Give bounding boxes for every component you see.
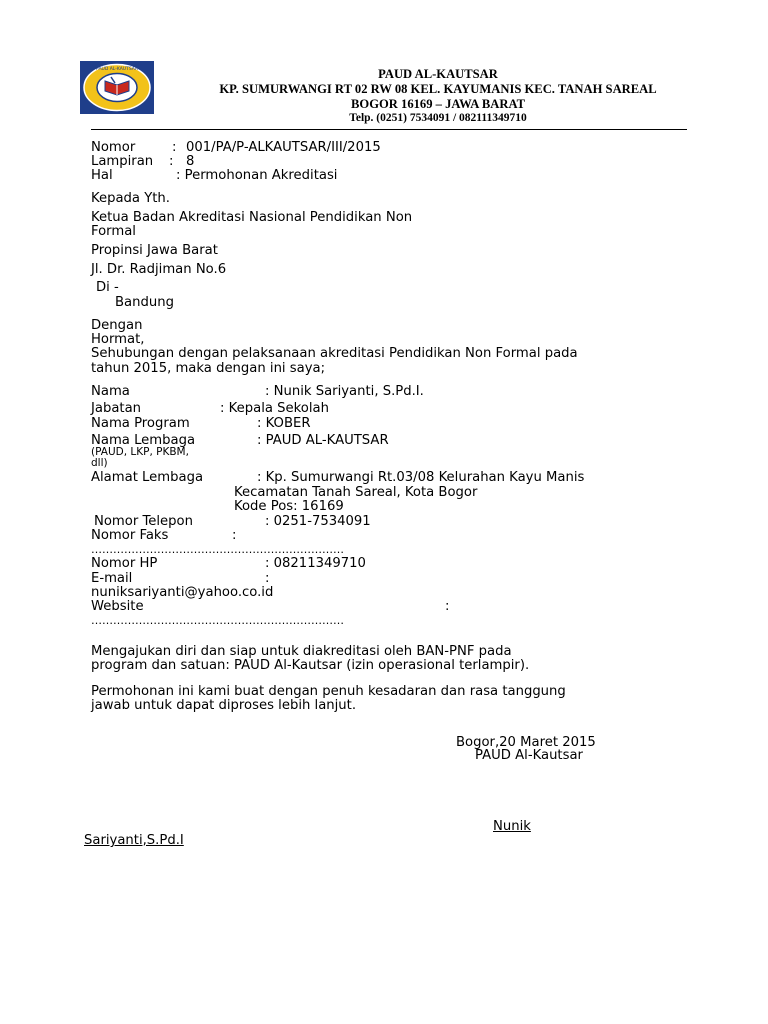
- closing-org: PAUD Al-Kautsar: [475, 748, 583, 763]
- hal-value: : Permohonan Akreditasi: [176, 168, 338, 183]
- opening-l2: Hormat,: [91, 332, 145, 347]
- recipient-line1b: Formal: [91, 224, 136, 239]
- alamat-value1: : Kp. Sumurwangi Rt.03/08 Kelurahan Kayu Manis: [257, 470, 585, 485]
- closing-place-date: Bogor,20 Maret 2015: [456, 735, 596, 750]
- nomor-colon: :: [172, 140, 177, 155]
- faks-label: Nomor Faks: [91, 528, 169, 543]
- alamat-value2: Kecamatan Tanah Sareal, Kota Bogor: [234, 485, 478, 500]
- body-p1a: Mengajukan diri dan siap untuk diakreditasi oleh BAN-PNF pada: [91, 644, 512, 659]
- alamat-label: Alamat Lembaga: [91, 470, 204, 485]
- header-phone: Telp. (0251) 7534091 / 082111349710: [349, 112, 527, 124]
- kepada: Kepada Yth.: [91, 191, 170, 206]
- jabatan-value: : Kepala Sekolah: [220, 401, 329, 416]
- header-address2: BOGOR 16169 – JAWA BARAT: [351, 97, 525, 111]
- body-p2a: Permohonan ini kami buat dengan penuh kesadaran dan rasa tanggung: [91, 684, 566, 699]
- nomor-value: 001/PA/P-ALKAUTSAR/III/2015: [186, 140, 381, 155]
- faks-dots: ……………………………………………………………: [91, 543, 344, 556]
- lembaga-note1: (PAUD, LKP, PKBM,: [91, 446, 189, 458]
- recipient-line1a: Ketua Badan Akreditasi Nasional Pendidikan Non: [91, 210, 413, 225]
- nama-value: : Nunik Sariyanti, S.Pd.I.: [265, 384, 424, 399]
- lembaga-label: Nama Lembaga: [91, 433, 196, 448]
- hp-label: Nomor HP: [91, 556, 158, 571]
- opening-l3: Sehubungan dengan pelaksanaan akreditasi Pendidikan Non Formal pada: [91, 346, 578, 361]
- program-label: Nama Program: [91, 416, 190, 431]
- hp-value: : 08211349710: [265, 556, 366, 571]
- school-logo: [80, 61, 154, 114]
- signature-name-1: Nunik: [493, 819, 531, 834]
- website-label: Website: [91, 599, 144, 614]
- website-colon: :: [445, 599, 450, 614]
- program-value: : KOBER: [257, 416, 311, 431]
- lembaga-value: : PAUD AL-KAUTSAR: [257, 433, 389, 448]
- jabatan-label: Jabatan: [91, 401, 142, 416]
- body-p2b: jawab untuk dapat diproses lebih lanjut.: [91, 698, 357, 713]
- opening-l1: Dengan: [91, 318, 143, 333]
- opening-l4: tahun 2015, maka dengan ini saya;: [91, 361, 326, 376]
- recipient-di: Di -: [96, 280, 119, 295]
- logo-text: PAUD AL-KAUTSAR: [96, 67, 138, 72]
- header-address1: KP. SUMURWANGI RT 02 RW 08 KEL. KAYUMANIS KEC. TANAH SAREAL: [219, 82, 657, 96]
- hal-label: Hal: [91, 168, 113, 183]
- faks-colon: :: [232, 528, 237, 543]
- recipient-line2: Propinsi Jawa Barat: [91, 243, 218, 258]
- recipient-city: Bandung: [115, 295, 174, 310]
- email-value: nuniksariyanti@yahoo.co.id: [91, 585, 274, 600]
- signature-name-2: Sariyanti,S.Pd.I: [84, 833, 184, 848]
- lampiran-label: Lampiran: [91, 154, 154, 169]
- header-divider: [91, 129, 687, 130]
- email-label: E-mail: [91, 571, 133, 586]
- website-dots: ……………………………………………………………: [91, 614, 344, 627]
- email-colon: :: [265, 571, 270, 586]
- recipient-line3: Jl. Dr. Radjiman No.6: [91, 262, 227, 277]
- telepon-value: : 0251-7534091: [265, 514, 371, 529]
- nomor-label: Nomor: [91, 140, 136, 155]
- lembaga-note2: dll): [91, 457, 108, 469]
- body-p1b: program dan satuan: PAUD Al-Kautsar (izin operasional terlampir).: [91, 658, 530, 673]
- telepon-label: Nomor Telepon: [94, 514, 193, 529]
- header-org: PAUD AL-KAUTSAR: [378, 67, 498, 81]
- nama-label: Nama: [91, 384, 130, 399]
- lampiran-value: 8: [186, 154, 195, 169]
- lampiran-colon: :: [169, 154, 174, 169]
- alamat-value3: Kode Pos: 16169: [234, 499, 344, 514]
